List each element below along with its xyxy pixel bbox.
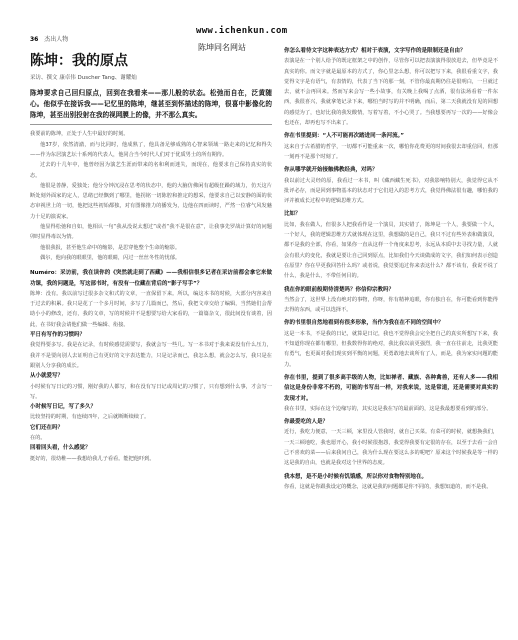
interview-question: 我在你的眼前般期待清楚吗？你信仰宗教吗？ — [284, 286, 395, 293]
interview-answer: 比如，我在做人，但很多人把我看作是一个演员，其实错了，陈坤是一个人，我要做一个人，一个好人，我的逻辑思维方式就体现在这里，我想做的是自己，我只不过有些外表和做演员，都不是我的全部，你看，如果你一直从这样一个角度来思考，永远从本质中去寻找力量，人就会有很大的变化，我就是要让自己回到原点，比如我们今天谈做成的文字，我们如何表示创造在原里？你在早更我回答什么吗？或者说，我觉要追过你来表这什么？都不该有，我说不说了什么，我是什么，不带任何目的。 — [284, 221, 498, 280]
paragraph: 他显得松弛和自如，他相认一句“我从没说太想过”或者“我不是很在意”，让我事先罗战计算好的问题卯时显得毒以为情。 — [30, 224, 272, 241]
interview-question: 小时候写日记，写了多久？ — [30, 404, 97, 411]
paragraph: 他37岁，依然清澈，而与比同时，他成熟了，他具备足够成熟的心智来领域一路走来的记忆和得失——作为东居演艺坛十系列的代表人，他同合当今时代人们对于优质男士的所有期待。 — [30, 141, 272, 158]
interview-question: 你在书里提到：“人不可能再次踏进同一条河流。” — [284, 133, 404, 140]
interview-question: Numéro：采访前，我在读你的《突然就走到了西藏》——我相信很多记者在采访前都会拿它来做功课，我的问题是，写这部书时，有没有一位藏在背后的“影子写手”？ — [30, 270, 272, 287]
divider — [30, 124, 272, 125]
watermark-url: www.ichenkun.com — [196, 26, 288, 36]
interview-question: 它们还在吗？ — [30, 424, 64, 431]
page-header — [30, 34, 68, 43]
interview-answer: 比较坚持的时期，有连续四年，之后就断断续续了。 — [30, 414, 150, 421]
interview-answer: 我在书里，实际在这个边缘写的，其实这是我在写的最前面的，这是我最想要看到的部分。 — [284, 405, 492, 412]
article-byline: 采访、撰文 康卓伟 Duscher Tang、谢耀灿 — [30, 75, 137, 81]
interview-answer: 你看，这就是你跟我设定的概念，这就是我的问题都是你不同的，我想知道的，而不是我。 — [284, 483, 492, 490]
interview-answer: 在的。 — [30, 435, 46, 441]
paragraph: 偶尔，他向我的眼眼里，他的眼睛，闪过一丝丝冬性的忧郁。 — [40, 254, 181, 261]
page-number: 36 — [30, 36, 39, 43]
interview-question: 比如？ — [284, 211, 301, 218]
interview-answer: 这是一本书，不是我的日记，就算是日记，我也不觉得我会完全把自己的真实所想写下来，我不知道你现在都有哪里，但我数得你的绝对，我比我以前更强烈，我一直在往前走，比我更能有勇气，也更面对我们现实到平衡的问题，更勇敢地去谈所有了人，而是，我为家实问题的能力。 — [284, 330, 498, 368]
interview-question: 回看回头看，什么感觉？ — [30, 445, 91, 452]
interview-answer: 我以前过大灵经的原，我看过一本书，叫《藏西藏生死书》，对我影响特别大，我觉得它从不批评必存，而是回到事物基本的状态对于它们进入的思考方式，我觉得佛法很有趣，哪怕我的评并被成长过程中的逻辑思维方式。 — [284, 177, 498, 205]
interview-answer: 这来自于古希腊的哲学，一切都不可能重来一次，哪怕你花费更的时间我很去却重信回，但那一刻再不是那个时刻了。 — [284, 143, 498, 160]
left-column — [30, 52, 272, 464]
interview-question: 平日有写作的习惯吗？ — [30, 332, 86, 339]
section-name: 杰出人物 — [44, 36, 69, 43]
interview-answer: 当然会了，这世界上没有绝对的事物，你呀，你有精神追眼，你有独自在，你可能看到你能得去得的东西，或可以选择不。 — [284, 296, 498, 314]
interview-question: 你最爱吃的人是？ — [284, 419, 329, 426]
left-body — [30, 129, 272, 464]
interview-question: 从小就爱写？ — [30, 373, 64, 380]
paragraph: 过去的十几年中，他曾经因为演艺生涯而带来的名和利而迷失，而现在，他要求自己保持真实的状态。 — [30, 162, 272, 179]
interview-answer: 挺好的，很幼稚——我想给我儿子看看。能把他吓到。 — [30, 455, 155, 462]
interview-question: 你在书里，提到了很多高手级的人物，比如禅者、藏族、各种禽兽，还有人多——我相信这是身份非常不朽的，可能的书写出一样，对我来说，这是常道，还是需要对真实的发现才对。 — [284, 374, 498, 402]
right-column — [284, 46, 498, 492]
interview-answer: 陈坤：没有。我以前写过很多杂文和式的文章，一直保留下来。所以，编这本书的时候，大部分内容来自于过去的积累。我只是花了一个多月时间，多写了几篇而已，然后，我把文章交给了编辑，当然她们会帮助小小的修改，还有，我的文章，写的时候并不是想要写给大家看的，一篇篇杂文，很此间没有谈着，因此，在书好我会请他们做一些编辑、衔接。 — [30, 290, 272, 328]
watermark-site-name: 陈坤同名网站 — [198, 43, 246, 52]
interview-answer: 我觉得要多写。我是在记录，有时候感觉需要写，我就会写一些几。写一本书对于我来说没有什么压力，我并不是要向别人去证明自己有更好的文字表达能力，只是记录而已，我怎么想，就会怎么写，我只是在跟别人分享我的成长。 — [30, 342, 272, 369]
interview-question: 我本想，是不是小时候有饥饿感，所以你对食物特别地在。 — [284, 473, 428, 480]
interview-answer: 近行，我吃力便意，一天三顿，家里没人管我时，就自己买菜。有菜可的时候，就想换我们，一天三顿地吃，我也愿开心，我小时候很抱怨，我觉得我要有定很的存在，以至于去看一会自己不喜欢的菜——后来我问自己，我为什么现在要这么多的呢吧？原来这个时候我是等一样的这是我的自由，也就是我对这个世界的态度。 — [284, 429, 498, 467]
paragraph: 他很是善静，爱独处；他分分钟沉浸在思考的状态中，他的大脑仿佛闲有超级狂躁的域力，仿天这片断处刻外面家的定人，思绪已经飘到了哪里，他拐铭一切陈腔和推定的想采，他要求自己以安静的面的状态审视世上的一切，他把这些初始都独，对有图像推力的播发为，边他在四而读时，严然一位睿气风发魅力十足的演说家。 — [30, 182, 272, 220]
paragraph: 我要前的陈坤，正处于人生中最好的时刻。 — [30, 131, 129, 138]
paragraph: 他很我报，甚至他生命中的缩影，是思穿他整个生命的缩影。 — [40, 244, 181, 251]
interview-answer: 小时候有写日记的习惯，刚好我的人都写，和在没有写日记或周记的习惯了，只有想到什么事，才会写一写。 — [30, 383, 272, 400]
interview-question: 你的书里很自然地看到有很多形象，当作为我在在不同的空间中？ — [284, 320, 444, 327]
interview-question: 你怎么看待文字这种表达方式？相对于表演，文字写作的是限制还是自由？ — [284, 48, 466, 54]
article-title: 陈坤：我的原点 — [30, 53, 128, 69]
article-lead: 陈坤要求自己回归原点，回到在我看来——那儿般的状态。松弛而自在，泛黄随心。他似乎在接诉我——记忆里的陈坤，继甚至到怀描述的陈坤，很喜中影像化的陈坤，甚至出别投射在我的视网膜上的像，并不那么真实。 — [30, 89, 272, 119]
interview-question: 你从哪学就开始接触佛教经典，对吗？ — [284, 167, 378, 174]
interview-answer: 表演是在一个别人给予的既定框架之中的创作，尽管你可以把表演演得很放进去，但毕竟是不真实的你。而文字就是最原本的方式了，你心里怎么想，你可以把写下来，我很看重文字，我觉得文字是有语气，有表情的，代表了当下的那一刻，不管你最真期仍往是很明白，一旦就过去，就不会再回来。然而写来会写一些小故事，有关晚上我喝了点酒，很有法场看着一件东西，我很喜兴，我就拿笔记录下来，哪怕当时写的并不明确，而后，第二天我就没有见的回想的感觉为了，也好比我的我发酸情，写着写着，不小心哭了。当我想要再写一次的——好像会也还在，却再也写不出来了。 — [284, 58, 498, 127]
